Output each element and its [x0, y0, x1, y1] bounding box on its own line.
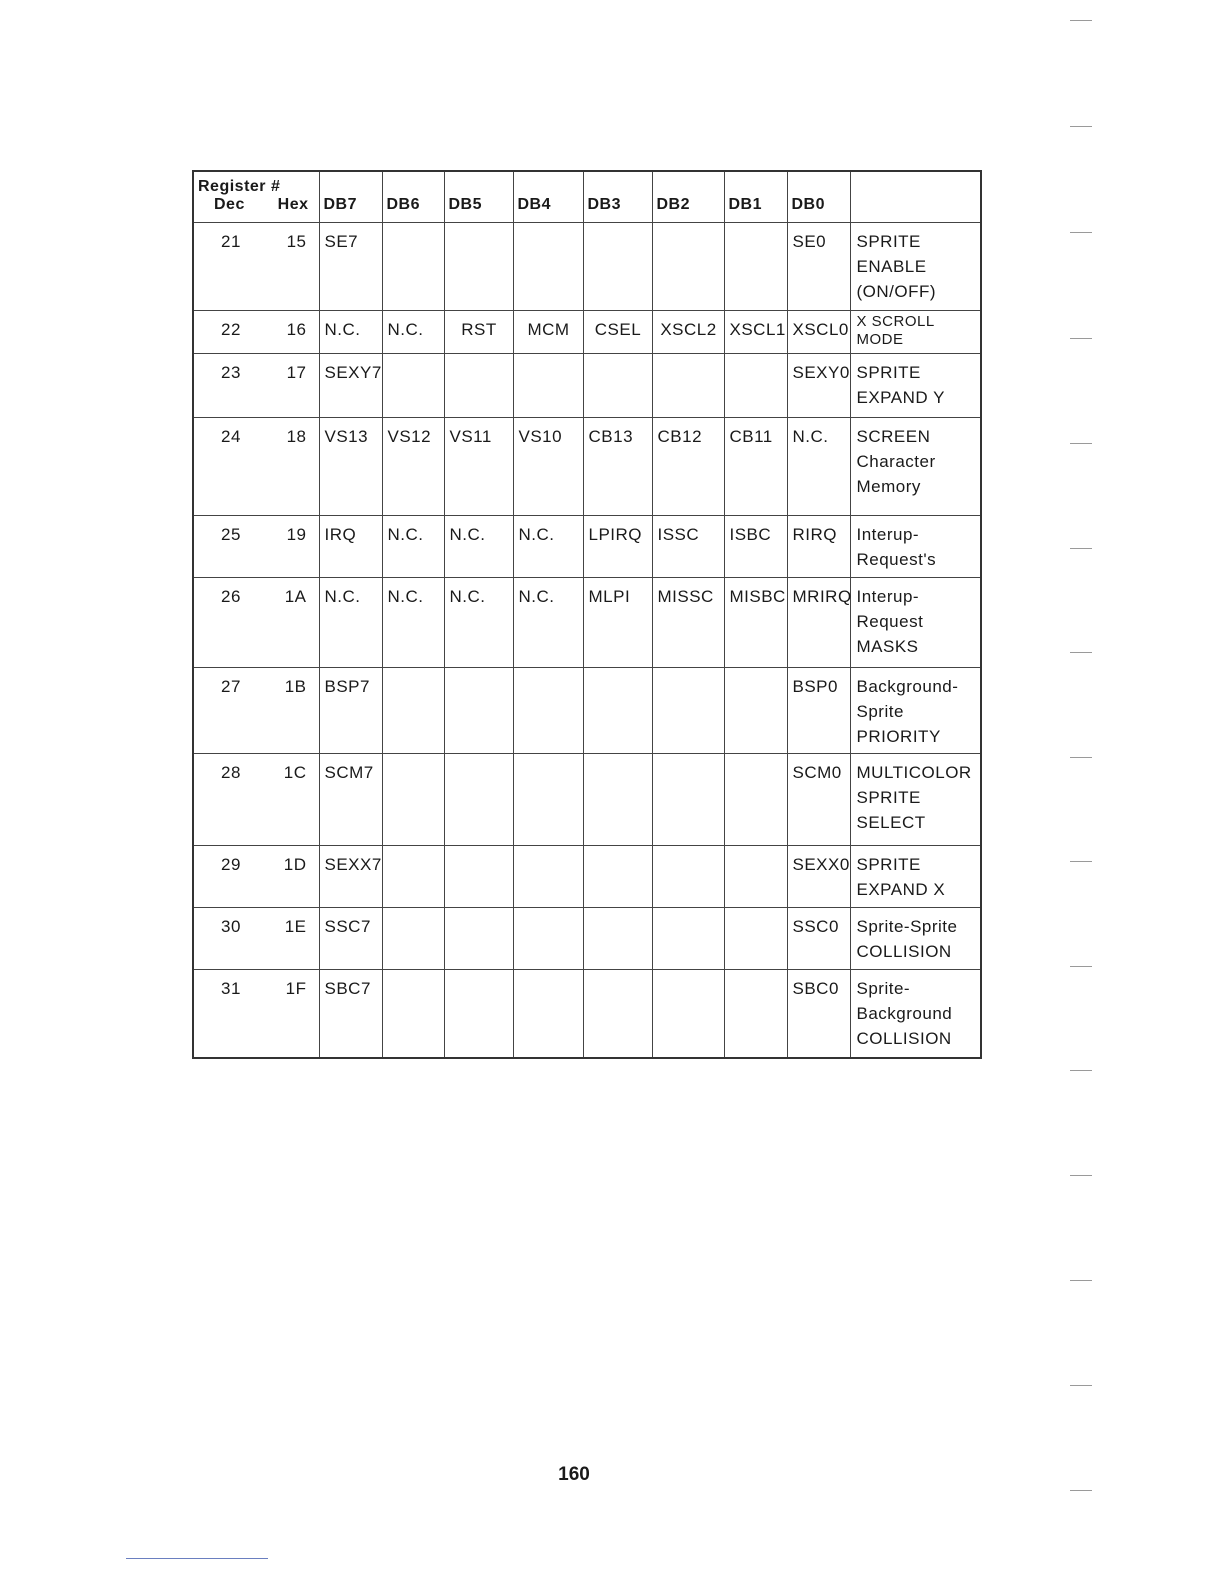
register-hex: 15 — [286, 232, 307, 251]
table-row — [193, 668, 981, 754]
register-cell — [193, 846, 319, 908]
description-line: MASKS — [856, 637, 919, 656]
bit-cell-db0: SEXY0 — [787, 354, 850, 418]
description-line: SPRITE — [856, 232, 921, 251]
header-db2: DB2 — [652, 171, 724, 223]
bit-cell-db2 — [652, 223, 724, 311]
description-line: Background — [856, 1004, 953, 1023]
bit-cell-db6 — [382, 223, 444, 311]
description-line: SPRITE — [856, 855, 921, 874]
bit-cell-db5 — [444, 223, 513, 311]
bit-cell-db2: XSCL2 — [652, 311, 724, 354]
description-cell — [850, 418, 981, 516]
bit-cell-db2 — [652, 354, 724, 418]
bit-cell-db6 — [382, 354, 444, 418]
bit-cell-db4: N.C. — [513, 578, 583, 668]
register-table — [192, 170, 982, 1059]
bit-cell-db2 — [652, 754, 724, 846]
header-db5: DB5 — [444, 171, 513, 223]
register-dec: 27 — [221, 677, 241, 696]
description-cell — [850, 354, 981, 418]
bit-cell-db3 — [583, 223, 652, 311]
bit-cell-db7: VS13 — [319, 418, 382, 516]
bit-cell-db3 — [583, 354, 652, 418]
register-hex: 16 — [286, 320, 307, 339]
bit-cell-db4: N.C. — [513, 516, 583, 578]
description-cell — [850, 846, 981, 908]
bit-cell-db3 — [583, 668, 652, 754]
register-cell — [193, 418, 319, 516]
description-cell — [850, 668, 981, 754]
bit-cell-db5: N.C. — [444, 516, 513, 578]
description-line: MODE — [856, 331, 904, 348]
bit-cell-db5 — [444, 754, 513, 846]
bit-cell-db6: N.C. — [382, 516, 444, 578]
register-cell — [193, 908, 319, 970]
bit-cell-db4 — [513, 908, 583, 970]
bit-cell-db0: SSC0 — [787, 908, 850, 970]
register-dec: 28 — [221, 763, 241, 782]
description-line: EXPAND Y — [856, 388, 945, 407]
header-db1: DB1 — [724, 171, 787, 223]
bit-cell-db5: VS11 — [444, 418, 513, 516]
margin-tick — [1070, 20, 1092, 21]
bit-cell-db5: RST — [444, 311, 513, 354]
bit-cell-db7: SCM7 — [319, 754, 382, 846]
register-cell — [193, 223, 319, 311]
register-cell — [193, 668, 319, 754]
bit-cell-db1 — [724, 908, 787, 970]
bit-cell-db7: SBC7 — [319, 970, 382, 1058]
register-dec: 22 — [221, 320, 241, 339]
bit-cell-db1: XSCL1 — [724, 311, 787, 354]
header-hex: Hex — [277, 196, 309, 213]
description-line: Interup- — [856, 525, 920, 544]
bit-cell-db2 — [652, 668, 724, 754]
register-hex: 1B — [284, 677, 307, 696]
description-line: Background- — [856, 677, 959, 696]
register-cell — [193, 311, 319, 354]
bit-cell-db1 — [724, 754, 787, 846]
register-cell — [193, 578, 319, 668]
bit-cell-db6: VS12 — [382, 418, 444, 516]
bit-cell-db3 — [583, 908, 652, 970]
register-hex: 1E — [284, 917, 307, 936]
description-line: Character — [856, 452, 936, 471]
description-line: Sprite- — [856, 979, 911, 998]
margin-tick — [1070, 1070, 1092, 1071]
bit-cell-db7: SEXX7 — [319, 846, 382, 908]
margin-tick — [1070, 338, 1092, 339]
register-dec: 31 — [221, 979, 241, 998]
bit-cell-db3 — [583, 754, 652, 846]
table-row — [193, 418, 981, 516]
header-db6: DB6 — [382, 171, 444, 223]
table-row — [193, 311, 981, 354]
table-row — [193, 578, 981, 668]
bit-cell-db1: ISBC — [724, 516, 787, 578]
page-number: 160 — [558, 1464, 590, 1485]
bit-cell-db5 — [444, 908, 513, 970]
description-cell — [850, 516, 981, 578]
margin-tick — [1070, 232, 1092, 233]
margin-tick — [1070, 861, 1092, 862]
register-dec: 30 — [221, 917, 241, 936]
margin-tick — [1070, 757, 1092, 758]
bit-cell-db1: MISBC — [724, 578, 787, 668]
header-db4: DB4 — [513, 171, 583, 223]
bit-cell-db1 — [724, 354, 787, 418]
register-hex: 1F — [285, 979, 307, 998]
bit-cell-db0: SCM0 — [787, 754, 850, 846]
bit-cell-db6: N.C. — [382, 578, 444, 668]
bit-cell-db7: IRQ — [319, 516, 382, 578]
register-dec: 24 — [221, 427, 241, 446]
bit-cell-db6 — [382, 970, 444, 1058]
header-register-title: Register # — [198, 178, 281, 195]
register-cell — [193, 516, 319, 578]
description-line: SELECT — [856, 813, 926, 832]
description-line: COLLISION — [856, 942, 952, 961]
bit-cell-db0: RIRQ — [787, 516, 850, 578]
bit-cell-db0: N.C. — [787, 418, 850, 516]
bit-cell-db0: MRIRQ — [787, 578, 850, 668]
description-line: Sprite-Sprite — [856, 917, 958, 936]
table-row — [193, 970, 981, 1058]
register-hex: 17 — [286, 363, 307, 382]
register-dec: 26 — [221, 587, 241, 606]
description-line: SCREEN — [856, 427, 931, 446]
table-row — [193, 908, 981, 970]
bit-cell-db4: VS10 — [513, 418, 583, 516]
header-db7: DB7 — [319, 171, 382, 223]
bit-cell-db0: SEXX0 — [787, 846, 850, 908]
table-row — [193, 354, 981, 418]
bit-cell-db2: ISSC — [652, 516, 724, 578]
table-row — [193, 846, 981, 908]
register-dec: 21 — [221, 232, 241, 251]
description-cell — [850, 311, 981, 354]
description-line: SPRITE — [856, 363, 921, 382]
table-row — [193, 223, 981, 311]
bit-cell-db0: BSP0 — [787, 668, 850, 754]
register-cell — [193, 970, 319, 1058]
description-cell — [850, 754, 981, 846]
bit-cell-db5 — [444, 668, 513, 754]
margin-tick — [1070, 126, 1092, 127]
bit-cell-db2 — [652, 970, 724, 1058]
bit-cell-db4 — [513, 354, 583, 418]
bit-cell-db5: N.C. — [444, 578, 513, 668]
register-cell — [193, 354, 319, 418]
bit-cell-db6 — [382, 754, 444, 846]
header-dec: Dec — [214, 196, 245, 213]
table-row — [193, 516, 981, 578]
description-line: Request — [856, 612, 924, 631]
bottom-rule — [126, 1558, 268, 1559]
bit-cell-db5 — [444, 354, 513, 418]
description-line: Memory — [856, 477, 921, 496]
bit-cell-db2: CB12 — [652, 418, 724, 516]
description-line: Sprite — [856, 702, 904, 721]
bit-cell-db7: N.C. — [319, 578, 382, 668]
bit-cell-db7: N.C. — [319, 311, 382, 354]
description-line: COLLISION — [856, 1029, 952, 1048]
register-dec: 23 — [221, 363, 241, 382]
bit-cell-db2 — [652, 908, 724, 970]
bit-cell-db5 — [444, 970, 513, 1058]
description-line: Interup- — [856, 587, 920, 606]
margin-tick — [1070, 548, 1092, 549]
header-description — [850, 171, 981, 223]
description-line: MULTICOLOR — [856, 763, 972, 782]
register-hex: 1C — [283, 763, 307, 782]
bit-cell-db1 — [724, 846, 787, 908]
bit-cell-db1 — [724, 223, 787, 311]
bit-cell-db3: LPIRQ — [583, 516, 652, 578]
margin-tick — [1070, 966, 1092, 967]
margin-tick — [1070, 1490, 1092, 1491]
description-line: EXPAND X — [856, 880, 946, 899]
description-cell — [850, 578, 981, 668]
description-line: PRIORITY — [856, 727, 941, 746]
bit-cell-db7: BSP7 — [319, 668, 382, 754]
register-cell — [193, 754, 319, 846]
bit-cell-db0: SE0 — [787, 223, 850, 311]
bit-cell-db3 — [583, 846, 652, 908]
register-hex: 1D — [283, 855, 307, 874]
bit-cell-db0: SBC0 — [787, 970, 850, 1058]
bit-cell-db4 — [513, 223, 583, 311]
register-dec: 29 — [221, 855, 241, 874]
bit-cell-db4 — [513, 668, 583, 754]
bit-cell-db6 — [382, 908, 444, 970]
bit-cell-db4 — [513, 754, 583, 846]
header-db0: DB0 — [787, 171, 850, 223]
bit-cell-db1: CB11 — [724, 418, 787, 516]
bit-cell-db3 — [583, 970, 652, 1058]
bit-cell-db0: XSCL0 — [787, 311, 850, 354]
margin-tick — [1070, 1385, 1092, 1386]
bit-cell-db1 — [724, 970, 787, 1058]
bit-cell-db4 — [513, 846, 583, 908]
bit-cell-db3: CB13 — [583, 418, 652, 516]
bit-cell-db7: SE7 — [319, 223, 382, 311]
description-cell — [850, 970, 981, 1058]
bit-cell-db2: MISSC — [652, 578, 724, 668]
description-line: Request's — [856, 550, 937, 569]
register-hex: 18 — [286, 427, 307, 446]
bit-cell-db1 — [724, 668, 787, 754]
margin-tick — [1070, 1175, 1092, 1176]
description-line: (ON/OFF) — [856, 282, 937, 301]
margin-tick — [1070, 1280, 1092, 1281]
bit-cell-db2 — [652, 846, 724, 908]
register-dec: 25 — [221, 525, 241, 544]
table-row — [193, 754, 981, 846]
margin-tick — [1070, 443, 1092, 444]
header-register — [193, 171, 319, 223]
bit-cell-db6 — [382, 846, 444, 908]
bit-cell-db7: SEXY7 — [319, 354, 382, 418]
bit-cell-db3: CSEL — [583, 311, 652, 354]
description-line: SPRITE — [856, 788, 921, 807]
margin-tick — [1070, 652, 1092, 653]
bit-cell-db4 — [513, 970, 583, 1058]
register-hex: 1A — [284, 587, 307, 606]
description-line: ENABLE — [856, 257, 927, 276]
header-db3: DB3 — [583, 171, 652, 223]
bit-cell-db6 — [382, 668, 444, 754]
bit-cell-db6: N.C. — [382, 311, 444, 354]
bit-cell-db4: MCM — [513, 311, 583, 354]
register-hex: 19 — [286, 525, 307, 544]
bit-cell-db5 — [444, 846, 513, 908]
description-cell — [850, 223, 981, 311]
bit-cell-db7: SSC7 — [319, 908, 382, 970]
header-row — [193, 171, 981, 223]
description-line: X SCROLL — [856, 313, 935, 330]
description-cell — [850, 908, 981, 970]
bit-cell-db3: MLPI — [583, 578, 652, 668]
